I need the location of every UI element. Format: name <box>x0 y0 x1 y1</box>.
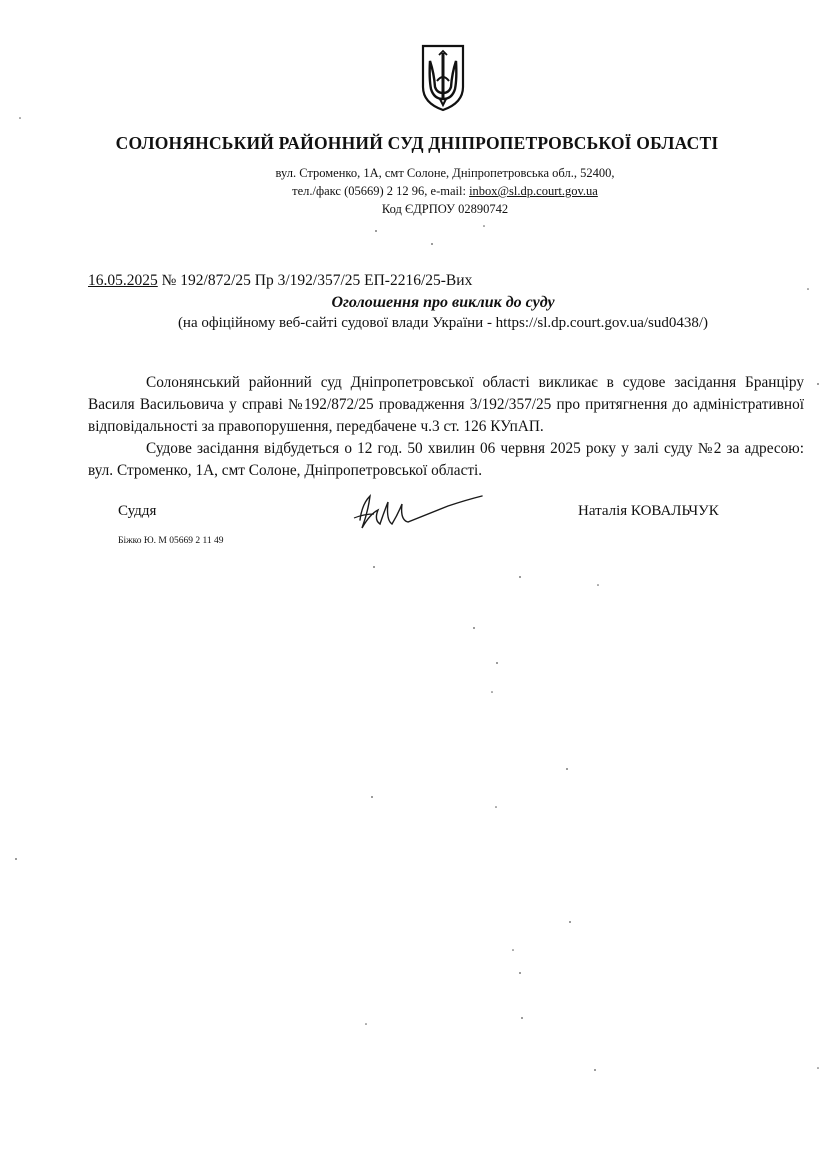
document-subtitle: (на офіційному веб-сайті судової влади України - https://sl.dp.court.gov.ua/sud0438/) <box>177 315 709 331</box>
document-title: Оголошення про виклик до суду <box>331 294 555 311</box>
reference-date: 16.05.2025 <box>88 272 158 289</box>
judge-name: Наталія КОВАЛЬЧУК <box>578 503 719 519</box>
body-paragraph-summons: Солонянський районний суд Дніпропетровської області викликає в судове засідання Бранціру Василя Васильовича у справі №192/872/25 провадження 3/192/357/25 про притягнення до адміністративної відповідальності за правопорушення, передбачене ч.3 ст. 126 КУпАП. <box>88 374 804 435</box>
body-paragraph-hearing: Судове засідання відбудеться о 12 год. 50 хвилин 06 червня 2025 року у залі суду №2 за адресою: вул. Строменко, 1А, смт Солоне, Дніпропетровської області. <box>88 440 804 479</box>
phone-text: тел./факс (05669) 2 12 96, e-mail: <box>292 184 470 198</box>
email-link[interactable]: inbox@sl.dp.court.gov.ua <box>469 184 598 198</box>
court-address: вул. Строменко, 1А, смт Солоне, Дніпропетровська обл., 52400, <box>275 166 615 180</box>
judge-role-label: Суддя <box>118 503 157 519</box>
edrpou-code: Код ЄДРПОУ 02890742 <box>381 202 509 216</box>
executor-info: Біжко Ю. М 05669 2 11 49 <box>118 536 224 546</box>
reference-number: № 192/872/25 Пр 3/192/357/25 ЕП-2216/25-Вих <box>157 272 473 289</box>
court-name: СОЛОНЯНСЬКИЙ РАЙОННИЙ СУД ДНІПРОПЕТРОВСЬКОЇ ОБЛАСТІ <box>115 133 719 153</box>
